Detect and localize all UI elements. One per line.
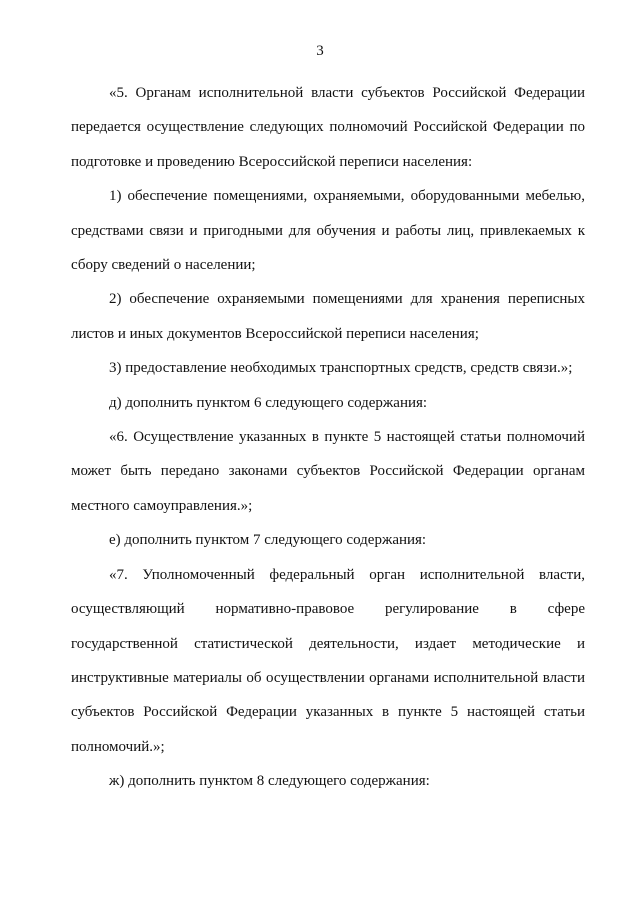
paragraph-amendment-e: е) дополнить пунктом 7 следующего содержания:: [109, 532, 427, 549]
paragraph-item-7: «7. Уполномоченный федеральный орган исполнительной власти, осуществляющий нормативно-правовое регулирование в сфере государственной статистической деятельности, издает методические и инструктивные материалы об осуществлении органами исполнительной власти субъектов Российской Федерации указанных в пункте 5 настоящей статьи полномочий.»;: [71, 566, 585, 755]
page-number: 3: [316, 43, 324, 59]
paragraph-amendment-d: д) дополнить пунктом 6 следующего содержания:: [109, 394, 428, 411]
paragraph-item-5: «5. Органам исполнительной власти субъектов Российской Федерации передается осуществление следующих полномочий Российской Федерации по подготовке и проведению Всероссийской переписи населения:: [71, 85, 585, 170]
paragraph-subitem-2: 2) обеспечение охраняемыми помещениями для хранения переписных листов и иных документов Всероссийской переписи населения;: [71, 291, 585, 342]
paragraph-item-6: «6. Осуществление указанных в пункте 5 настоящей статьи полномочий может быть передано законами субъектов Российской Федерации органам местного самоуправления.»;: [71, 429, 585, 514]
paragraph-subitem-1: 1) обеспечение помещениями, охраняемыми, оборудованными мебелью, средствами связи и пригодными для обучения и работы лиц, привлекаемых к сбору сведений о населении;: [71, 188, 585, 274]
document-body: [71, 76, 585, 799]
paragraph-amendment-zh: ж) дополнить пунктом 8 следующего содержания:: [109, 773, 430, 790]
paragraph-subitem-3: 3) предоставление необходимых транспортных средств, средств связи.»;: [109, 360, 573, 377]
